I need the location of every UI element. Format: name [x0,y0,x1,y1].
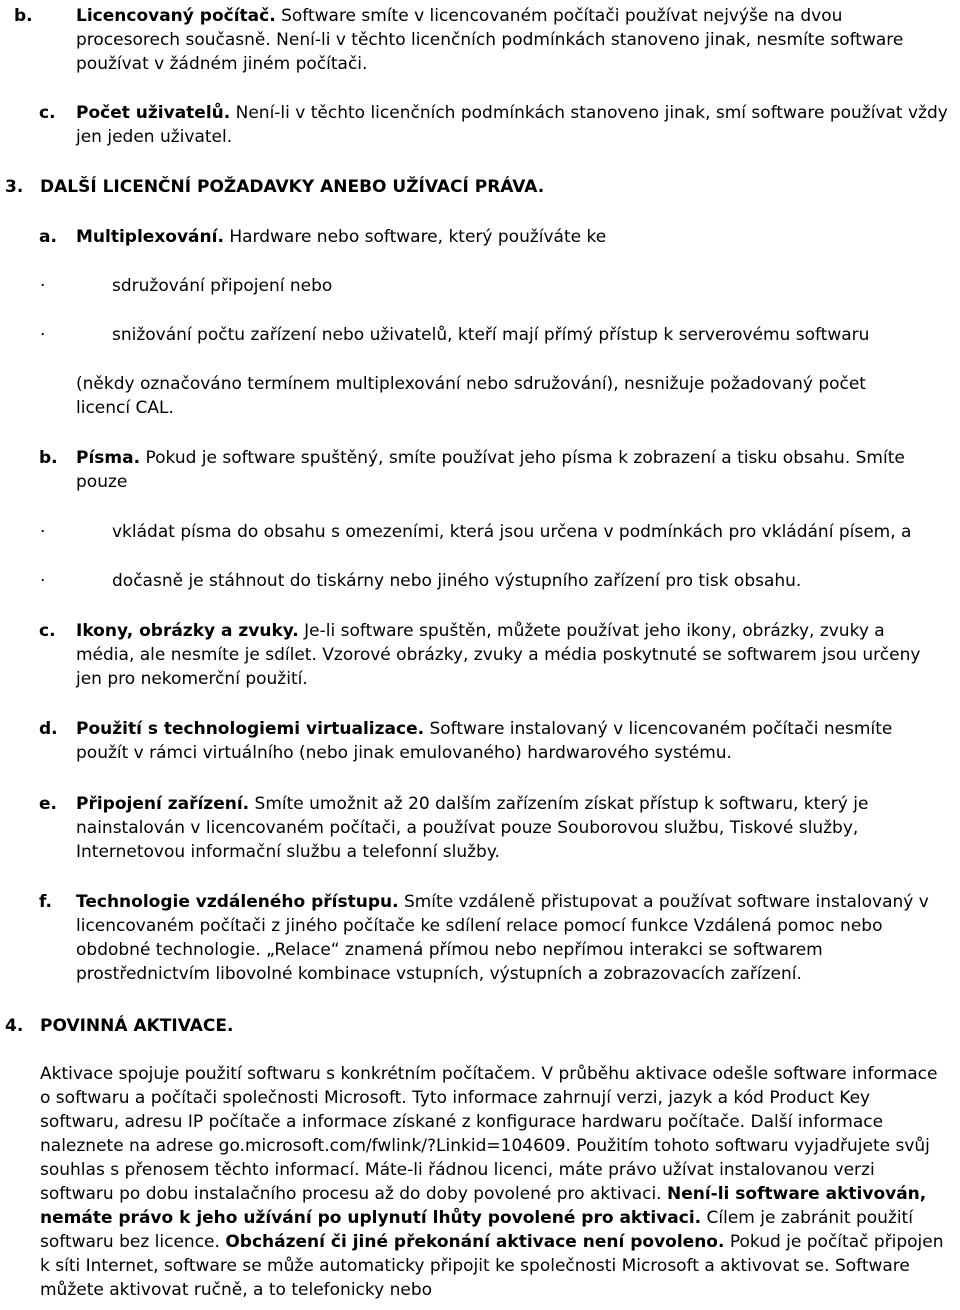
paragraph-activation [40,1062,952,1302]
section-heading: DALŠÍ LICENČNÍ POŽADAVKY ANEBO UŽÍVACÍ PRÁVA. [40,177,545,197]
paragraph-remote-access [76,890,946,986]
item-marker: c. [39,103,56,123]
bullet-text: dočasně je stáhnout do tiskárny nebo jiného výstupního zařízení pro tisk obsahu. [112,571,802,591]
item-text: Hardware nebo software, který používáte ke [223,227,607,247]
paragraph-user-count [76,101,956,149]
bullet-dot: · [40,325,46,345]
bullet-dot: · [40,276,46,296]
activation-bold-text: Obcházení či jiné překonání aktivace není povoleno. [225,1232,725,1252]
bullet-text: snižování počtu zařízení nebo uživatelů, kteří mají přímý přístup k serverovému softwaru [112,325,870,345]
paragraph-fonts [76,446,956,494]
item-text: Je-li software spuštěn, můžete používat jeho ikony, obrázky, zvuky a média, ale nesmíte je sdílet. Vzorové obrázky, zvuky a média poskytnuté se softwarem jsou určeny jen pro nekomerční použití. [76,621,921,689]
activation-text: Aktivace spojuje použití softwaru s konkrétním počítačem. V průběhu aktivace odešle software informace o softwaru a počítači společnosti Microsoft. Tyto informace zahrnují verzi, jazyk a kód Product Key softwaru, adresu IP počítače a informace získané z konfigurace hardwaru počítače. Další informace naleznete na adrese go.microsoft.com/fwlink/?Linkid=104609. Použitím tohoto softwaru vyjadřujete svůj souhlas s přenosem těchto informací. Máte-li řádnou licenci, máte právo užívat instalovanou verzi softwaru po dobu instalačního procesu až do doby povolené pro aktivaci. [40,1064,938,1204]
item-label: Písma. [76,448,141,468]
section-number: 3. [5,177,24,197]
item-marker: d. [39,719,58,739]
item-text: Není-li v těchto licenčních podmínkách stanoveno jinak, smí software používat vždy jen jeden uživatel. [76,103,948,147]
activation-bold-text: Není-li software aktivován, nemáte právo k jeho užívání po uplynutí lhůty povolené pro aktivaci. [40,1184,927,1228]
item-label: Použití s technologiemi virtualizace. [76,719,425,739]
item-text: Smíte umožnit až 20 dalším zařízením získat přístup k softwaru, který je nainstalován v licencovaném počítači, a používat pouze Souborovou službu, Tiskové služby, Internetovou informační službu a telefonní služby. [76,794,869,862]
item-marker: e. [39,794,57,814]
item-text: Pokud je software spuštěný, smíte používat jeho písma k zobrazení a tisku obsahu. Smíte pouze [76,448,905,492]
bullet-dot: · [40,522,46,542]
paragraph-licensed-computer [76,4,946,76]
item-label: Multiplexování. [76,227,224,247]
item-label: Licencovaný počítač. [76,6,276,26]
item-label: Ikony, obrázky a zvuky. [76,621,299,641]
item-label: Počet uživatelů. [76,103,231,123]
section-number: 4. [5,1016,24,1036]
activation-text: Cílem je zabránit použití softwaru bez licence. [40,1208,913,1252]
item-marker: b. [14,6,33,26]
item-text: Software instalovaný v licencovaném počítači nesmíte použít v rámci virtuálního (nebo jinak emulovaného) hardwarového systému. [76,719,893,763]
item-text: Software smíte v licencovaném počítači používat nejvýše na dvou procesorech současně. Není-li v těchto licenčních podmínkách stanoveno jinak, nesmíte software používat v žádném jiném počítači. [76,6,904,74]
bullet-dot: · [40,571,46,591]
paragraph-multiplexing-continued: (někdy označováno termínem multiplexování nebo sdružování), nesnižuje požadovaný počet licencí CAL. [76,374,866,418]
item-marker: c. [39,621,56,641]
item-marker: f. [39,892,52,912]
item-marker: b. [39,448,58,468]
paragraph-virtualization [76,717,921,765]
paragraph-device-connections [76,792,921,864]
section-heading: POVINNÁ AKTIVACE. [40,1016,234,1036]
item-label: Technologie vzdáleného přístupu. [76,892,399,912]
bullet-text: sdružování připojení nebo [112,276,333,296]
bullet-text: vkládat písma do obsahu s omezeními, která jsou určena v podmínkách pro vkládání písem, a [112,522,912,542]
item-marker: a. [39,227,57,247]
paragraph-multiplexing [76,225,956,249]
item-text: Smíte vzdáleně přistupovat a používat software instalovaný v licencovaném počítači z jiného počítače ke sdílení relace pomocí funkce Vzdálená pomoc nebo obdobné technologie. „Relace“ znamená přímou nebo nepřímou interakci se softwarem prostřednictvím libovolné kombinace vstupních, výstupních a zobrazovacích zařízení. [76,892,929,984]
activation-text: Pokud je počítač připojen k síti Internet, software se může automaticky připojit ke společnosti Microsoft a aktivovat se. Software můžete aktivovat ručně, a to telefonicky nebo [40,1232,944,1300]
paragraph-icons [76,619,921,691]
item-label: Připojení zařízení. [76,794,250,814]
